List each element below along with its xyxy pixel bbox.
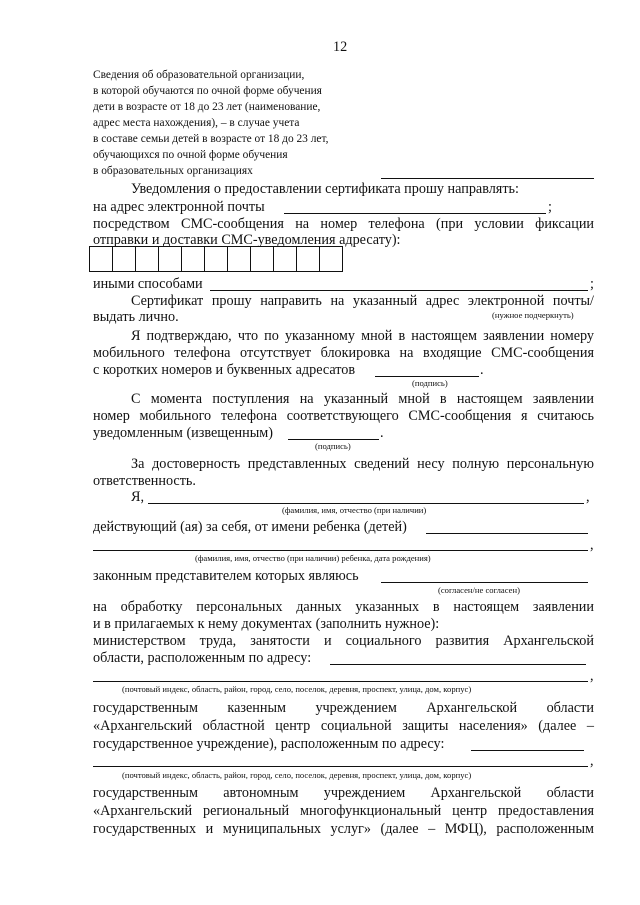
confirm-sign-hint: (подпись) xyxy=(412,378,448,388)
sms-text-line1: посредством СМС-сообщения на номер телефона (при условии фиксации xyxy=(93,216,594,232)
acting-label: действующий (ая) за себя, от имени ребенка (детей) xyxy=(93,519,407,535)
fio-comma: , xyxy=(586,489,590,505)
org-info-line: дети в возрасте от 18 до 23 лет (наименование, xyxy=(93,101,321,113)
ministry-address-hint: (почтовый индекс, область, район, город, село, поселок, деревня, проспект, улица, дом, корпус) xyxy=(122,684,472,694)
moment-dot: . xyxy=(380,425,384,441)
email-semicolon: ; xyxy=(548,199,552,215)
moment-line1: С момента поступления на указанный мной в настоящем заявлении xyxy=(131,391,594,407)
phone-digit-cell[interactable] xyxy=(250,246,274,272)
children-comma: , xyxy=(590,537,594,553)
ministry-comma: , xyxy=(590,668,594,684)
confirm-line3: с коротких номеров и буквенных адресатов xyxy=(93,362,356,378)
phone-digit-cell[interactable] xyxy=(319,246,343,272)
agree-field[interactable] xyxy=(381,582,588,583)
phone-digit-cell[interactable] xyxy=(158,246,182,272)
phone-digit-cell[interactable] xyxy=(181,246,205,272)
gov-address-field-continued[interactable] xyxy=(93,766,588,767)
gov-line1: государственным казенным учреждением Архангельской области xyxy=(93,700,594,716)
org-info-field[interactable] xyxy=(381,178,594,179)
fio-hint: (фамилия, имя, отчество (при наличии) xyxy=(282,505,427,515)
org-info-line: в составе семьи детей в возрасте от 18 до 23 лет, xyxy=(93,133,329,145)
responsibility-line1: За достоверность представленных сведений несу полную персональную xyxy=(131,456,594,472)
children-field[interactable] xyxy=(426,533,588,534)
confirm-line1: Я подтверждаю, что по указанному мной в настоящем заявлении номеру xyxy=(131,328,594,344)
mfc-line1: государственным автономным учреждением Архангельской области xyxy=(93,785,594,801)
phone-digit-cell[interactable] xyxy=(89,246,113,272)
moment-line2: номер мобильного телефона соответствующего СМС-сообщения я считаюсь xyxy=(93,408,594,424)
other-methods-label: иными способами xyxy=(93,276,203,292)
mfc-line2: «Архангельский региональный многофункциональный центр предоставления xyxy=(93,803,594,819)
phone-digit-cell[interactable] xyxy=(296,246,320,272)
phone-digit-cell[interactable] xyxy=(227,246,251,272)
org-info-line: в которой обучаются по очной форме обучения xyxy=(93,85,322,97)
applicant-fio-field[interactable] xyxy=(148,503,584,504)
other-methods-field[interactable] xyxy=(210,290,588,291)
ministry-line2: области, расположенным по адресу: xyxy=(93,650,312,666)
gov-line2: «Архангельский областной центр социальной защиты населения» (далее – xyxy=(93,718,594,734)
ministry-line1: министерством труда, занятости и социального развития Архангельской xyxy=(93,633,594,649)
org-info-line: обучающихся по очной форме обучения xyxy=(93,149,288,161)
mfc-line3: государственных и муниципальных услуг» (далее – МФЦ), расположенным xyxy=(93,821,594,837)
confirm-signature-field[interactable] xyxy=(375,376,479,377)
phone-digit-cell[interactable] xyxy=(273,246,297,272)
legal-rep-label: законным представителем которых являюсь xyxy=(93,568,359,584)
children-field-continued[interactable] xyxy=(93,550,588,551)
ministry-address-field-continued[interactable] xyxy=(93,681,588,682)
moment-sign-hint: (подпись) xyxy=(315,441,351,451)
agree-hint: (согласен/не согласен) xyxy=(438,585,520,595)
gov-address-field[interactable] xyxy=(471,750,584,751)
sms-text-line2: отправки и доставки СМС-уведомления адресату): xyxy=(93,232,401,248)
gov-line3: государственное учреждение), расположенным по адресу: xyxy=(93,736,445,752)
phone-digit-cell[interactable] xyxy=(135,246,159,272)
other-semicolon: ; xyxy=(590,276,594,292)
confirm-dot: . xyxy=(480,362,484,378)
page-number: 12 xyxy=(333,39,348,55)
cert-delivery-line2: выдать лично. xyxy=(93,309,179,325)
cert-delivery-line1: Сертификат прошу направить на указанный адрес электронной почты/ xyxy=(131,293,594,309)
email-field[interactable] xyxy=(284,213,546,214)
child-hint: (фамилия, имя, отчество (при наличии) ребенка, дата рождения) xyxy=(195,553,431,563)
org-info-line: Сведения об образовательной организации, xyxy=(93,69,305,81)
pd-line2: и в прилагаемых к нему документах (заполнить нужное): xyxy=(93,616,440,632)
ministry-address-field[interactable] xyxy=(330,664,586,665)
moment-signature-field[interactable] xyxy=(288,439,379,440)
gov-comma: , xyxy=(590,753,594,769)
org-info-line: в образовательных организациях xyxy=(93,165,253,177)
i-label: Я, xyxy=(131,489,145,505)
email-label: на адрес электронной почты xyxy=(93,199,265,215)
phone-digit-cell[interactable] xyxy=(112,246,136,272)
confirm-line2: мобильного телефона отсутствует блокировка на входящие СМС-сообщения xyxy=(93,345,594,361)
org-info-line: адрес места нахождения), – в случае учета xyxy=(93,117,300,129)
phone-digit-cell[interactable] xyxy=(204,246,228,272)
gov-address-hint: (почтовый индекс, область, район, город, село, поселок, деревня, проспект, улица, дом, корпус) xyxy=(122,770,472,780)
responsibility-line2: ответственность. xyxy=(93,473,196,489)
pd-line1: на обработку персональных данных указанных в настоящем заявлении xyxy=(93,599,594,615)
moment-line3: уведомленным (извещенным) xyxy=(93,425,273,441)
underline-hint: (нужное подчеркнуть) xyxy=(492,310,574,320)
notify-heading: Уведомления о предоставлении сертификата прошу направлять: xyxy=(131,181,519,197)
